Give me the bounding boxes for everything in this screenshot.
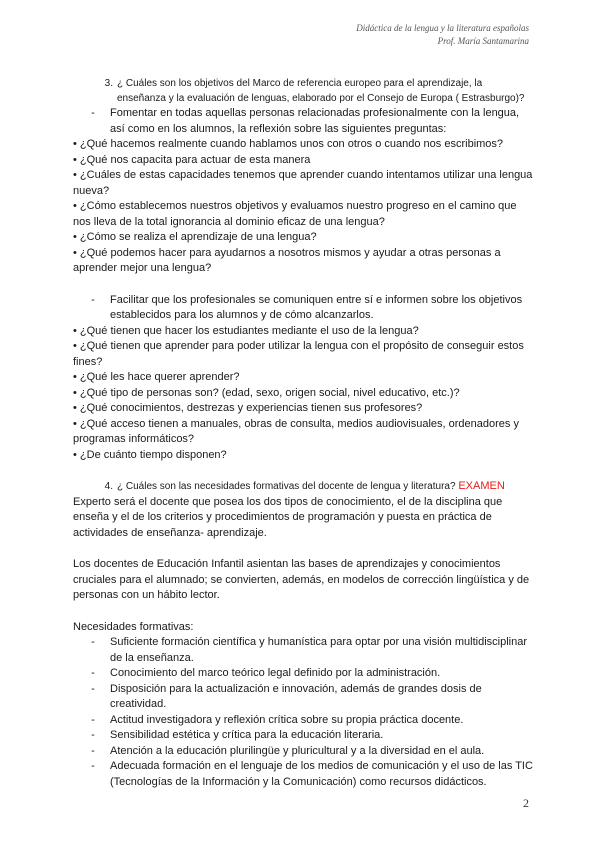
list-item: • ¿Qué podemos hacer para ayudarnos a nosotros mismos y ayudar a otras personas a aprender mejor una lengua?	[73, 246, 501, 274]
dash-marker: -	[91, 760, 95, 772]
list-item: • ¿Qué acceso tienen a manuales, obras de consulta, medios audiovisuales, ordenadores y programas informáticos?	[73, 417, 519, 445]
objective-item: - Fomentar en todas aquellas personas relacionadas profesionalmente con la lengua, así como en los alumnos, la reflexión sobre las siguientes preguntas:	[73, 106, 533, 137]
list-item: • ¿Cómo se realiza el aprendizaje de una lengua?	[73, 231, 317, 243]
needs-list	[73, 635, 533, 790]
list-item: • ¿Cuáles de estas capacidades tenemos que aprender cuando intentamos utilizar una lengua nueva?	[73, 169, 533, 197]
list-item: - Adecuada formación en el lenguaje de los medios de comunicación y el uso de las TIC (Tecnologías de la Información y la Comunicación) como recursos didácticos.	[73, 759, 533, 790]
question-text: ¿ Cuáles son los objetivos del Marco de referencia europeo para el aprendizaje, la enseñanza y la evaluación de lenguas, elaborado por el Consejo de Europa ( Estrasburgo)?	[117, 78, 525, 104]
list-item: - Disposición para la actualización e innovación, además de grandes dosis de creatividad.	[73, 682, 533, 713]
list-item: - Suficiente formación científica y humanística para optar por una visión multidisciplinar de la enseñanza.	[73, 635, 533, 666]
question-number: 4.	[104, 481, 113, 492]
dash-marker: -	[91, 744, 95, 757]
list-item: • ¿Qué conocimientos, destrezas y experiencias tienen sus profesores?	[73, 402, 423, 414]
question-number: 3.	[104, 78, 113, 89]
list-item: • ¿Qué nos capacita para actuar de esta manera	[73, 153, 311, 166]
list-item: • ¿Qué les hace querer aprender?	[73, 371, 240, 383]
bullet-list-2	[73, 324, 533, 464]
page-header	[356, 22, 529, 48]
paragraph-infantil: Los docentes de Educación Infantil asientan las bases de aprendizajes y conocimientos cruciales para el alumnado; se convierten, además, en modelos de corrección lingüística y de personas con un hábito lector.	[73, 558, 530, 601]
dash-marker: -	[91, 107, 95, 119]
question-4	[73, 479, 533, 495]
list-item: • ¿Qué tipo de personas son? (edad, sexo, origen social, nivel educativo, etc.)?	[73, 386, 460, 399]
list-item: - Actitud investigadora y reflexión crítica sobre su propia práctica docente.	[73, 713, 533, 729]
course-title: Didáctica de la lengua y la literatura españolas	[356, 23, 529, 33]
dash-marker: -	[91, 636, 95, 648]
dash-marker: -	[91, 729, 95, 741]
list-item: - Sensibilidad estética y crítica para la educación literaria.	[73, 728, 533, 744]
list-item: • ¿De cuánto tiempo disponen?	[73, 448, 227, 461]
needs-title: Necesidades formativas:	[73, 620, 194, 633]
professor-name: Prof. María Santamarina	[437, 36, 529, 46]
document-body	[73, 76, 533, 790]
dash-marker: -	[91, 667, 95, 679]
question-text: ¿ Cuáles son las necesidades formativas del docente de lengua y literatura?	[117, 481, 456, 492]
bullet-list-1	[73, 137, 533, 277]
list-item: - Atención a la educación plurilingüe y pluricultural y a la diversidad en el aula.	[73, 744, 533, 760]
dash-marker: -	[91, 293, 95, 306]
objective-item: - Facilitar que los profesionales se comuniquen entre sí e informen sobre los objetivos establecidos para los alumnos y de cómo alcanzarlos.	[73, 293, 533, 324]
dash-marker: -	[91, 682, 95, 695]
list-item: • ¿Qué hacemos realmente cuando hablamos unos con otros o cuando nos escribimos?	[73, 138, 504, 150]
list-item: • ¿Qué tienen que aprender para poder utilizar la lengua con el propósito de conseguir estos fines?	[73, 340, 524, 368]
list-item: - Conocimiento del marco teórico legal definido por la administración.	[73, 666, 533, 682]
list-item: • ¿Qué tienen que hacer los estudiantes mediante el uso de la lengua?	[73, 324, 419, 337]
paragraph-expert: Experto será el docente que posea los dos tipos de conocimiento, el de la disciplina que enseña y el de los criterios y procedimientos de programación y puesta en práctica de actividades de enseñanza- aprendizaje.	[73, 495, 503, 539]
exam-tag: EXAMEN	[458, 480, 505, 492]
page-number: 2	[523, 796, 529, 810]
question-3	[73, 76, 533, 106]
list-item: • ¿Cómo establecemos nuestros objetivos y evaluamos nuestro progreso en el camino que nos lleva de la total ignorancia al dominio eficaz de una lengua?	[73, 200, 517, 228]
dash-marker: -	[91, 713, 95, 726]
